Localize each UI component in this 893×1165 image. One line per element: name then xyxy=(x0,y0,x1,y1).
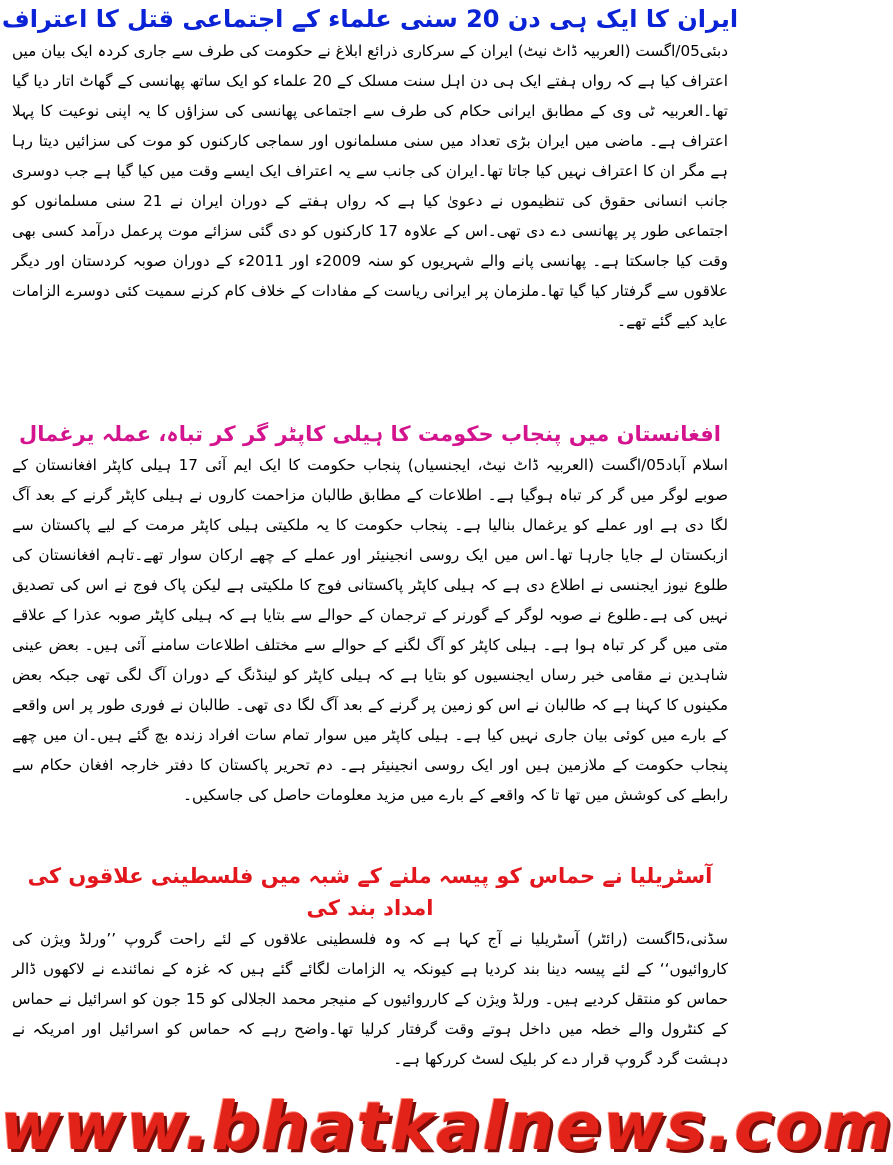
site-watermark[interactable]: www.bhatkalnews.com xyxy=(0,1088,893,1165)
article-body-afghanistan: اسلام آباد05/اگست (العربیہ ڈاٹ نیٹ، ایجنسیاں) پنجاب حکومت کا ایک ایم آئی 17 ہیلی کاپٹر افغانستان کے صوبے لوگر میں گر کر تباہ ہوگیا ہے۔ اطلاعات کے مطابق طالبان مزاحمت کاروں نے ہیلی کاپٹر گرنے کے بعد آگ لگا دی ہے اور عملے کو یرغمال بنالیا ہے۔ پنجاب حکومت کا یہ ملکیتی ہیلی کاپٹر مرمت کے لیے پاکستان سے ازبکستان لے جایا جارہا تھا۔اس میں ایک روسی انجینیئر اور عملے کے چھے ارکان سوار تھے۔تاہم افغانستان کی طلوع نیوز ایجنسی نے اطلاع دی ہے کہ ہیلی کاپٹر پاکستانی فوج کا ملکیتی ہے لیکن پاک فوج نے اس کی تصدیق نہیں کی ہے۔طلوع نے صوبہ لوگر کے گورنر کے ترجمان کے حوالے سے بتایا ہے کہ ہیلی کاپٹر صوبہ عذرا کے علاقے متی میں گر کر تباہ ہوا ہے۔ ہیلی کاپٹر کو آگ لگنے کے حوالے سے مختلف اطلاعات سامنے آئی ہیں۔ بعض عینی شاہدین نے مقامی خبر رساں ایجنسیوں کو بتایا ہے کہ ہیلی کاپٹر کو لینڈنگ کے دوران آگ لگی تھی جبکہ بعض مکینوں کا کہنا ہے کہ طالبان نے اس کو زمین پر گرنے کے بعد آگ لگا دی تھی۔ طالبان نے فوری طور پر اس واقعے کے بارے میں کوئی بیان جاری نہیں کیا ہے۔ ہیلی کاپٹر میں سوار تمام سات افراد زندہ بچ گئے ہیں۔ان میں چھے پنجاب حکومت کے ملازمین ہیں اور ایک روسی انجینیئر ہے۔ دم تحریر پاکستان کا دفتر خارجہ افغان حکام سے رابطے کی کوشش میں تھا تا کہ واقعے کے بارے میں مزید معلومات حاصل کی جاسکیں۔ xyxy=(12,456,729,804)
article-body-australia: سڈنی،5اگست (رائٹر) آسٹریلیا نے آج کہا ہے کہ وہ فلسطینی علاقوں کے لئے راحت گروپ ’’ورلڈ ویژن کی کاروائیوں‘‘ کے لئے پیسہ دینا بند کردیا ہے کیونکہ یہ الزامات لگائے گئے ہیں کہ غزہ کے نمائندے نے لاکھوں ڈالر حماس کو منتقل کردیے ہیں۔ ورلڈ ویژن کے کارروائیوں کے منیجر محمد الجلالی کو 15 جون کو اسرائیل نے حماس کے کنٹرول والے خطہ میں داخل ہوتے وقت گرفتار کرلیا تھا۔واضح رہے کہ حماس کو اسرائیل اور امریکہ نے دہشت گرد گروپ قرار دے کر بلیک لسٹ کررکھا ہے۔ xyxy=(12,930,729,1068)
article-body-iran: دبئی05/اگست (العربیہ ڈاٹ نیٹ) ایران کے سرکاری ذرائع ابلاغ نے حکومت کی طرف سے جاری کردہ ایک بیان میں اعتراف کیا ہے کہ رواں ہفتے ایک ہی دن اہل سنت مسلک کے 20 علماء کو ایک ساتھ پھانسی کے گھاٹ اتار دیا گیا تھا۔العربیہ ٹی وی کے مطابق ایرانی حکام کی طرف سے اجتماعی پھانسی کی سزاؤں کا یہ اپنی نوعیت کا پہلا اعتراف ہے۔ ماضی میں ایران بڑی تعداد میں سنی مسلمانوں اور سماجی کارکنوں کو موت کی سزائیں دیتا رہا ہے مگر ان کا اعتراف نہیں کیا جاتا تھا۔ایران کی جانب سے یہ اعتراف ایک ایسے وقت میں کیا گیا ہے جب دوسری جانب انسانی حقوق کی تنظیموں نے دعویٰ کیا ہے کہ رواں ہفتے کے دوران ایران نے 21 سنی مسلمانوں کو اجتماعی طور پر پھانسی دے دی تھی۔اس کے علاوہ 17 کارکنوں کو دی گئی سزائے موت پرعمل درآمد کسی بھی وقت کیا جاسکتا ہے۔ پھانسی پانے والے شہریوں کو سنہ 2009ء اور 2011ء کے دوران صوبہ کردستان اور دیگر علاقوں سے گرفتار کیا گیا تھا۔ملزمان پر ایرانی ریاست کے مفادات کے خلاف کام کرنے سمیت کئی دوسرے الزامات عاید کیے گئے تھے۔ xyxy=(12,42,729,330)
headline-iran: ایران کا ایک ہی دن 20 سنی علماء کے اجتماعی قتل کا اعتراف xyxy=(1,5,739,33)
headline-afghanistan: افغانستان میں پنجاب حکومت کا ہیلی کاپٹر گر کر تباہ، عملہ یرغمال xyxy=(19,422,721,446)
headline-australia: آسٹریلیا نے حماس کو پیسہ ملنے کے شبہ میں فلسطینی علاقوں کی امداد بند کی xyxy=(27,864,713,920)
section-spacer xyxy=(0,410,740,418)
